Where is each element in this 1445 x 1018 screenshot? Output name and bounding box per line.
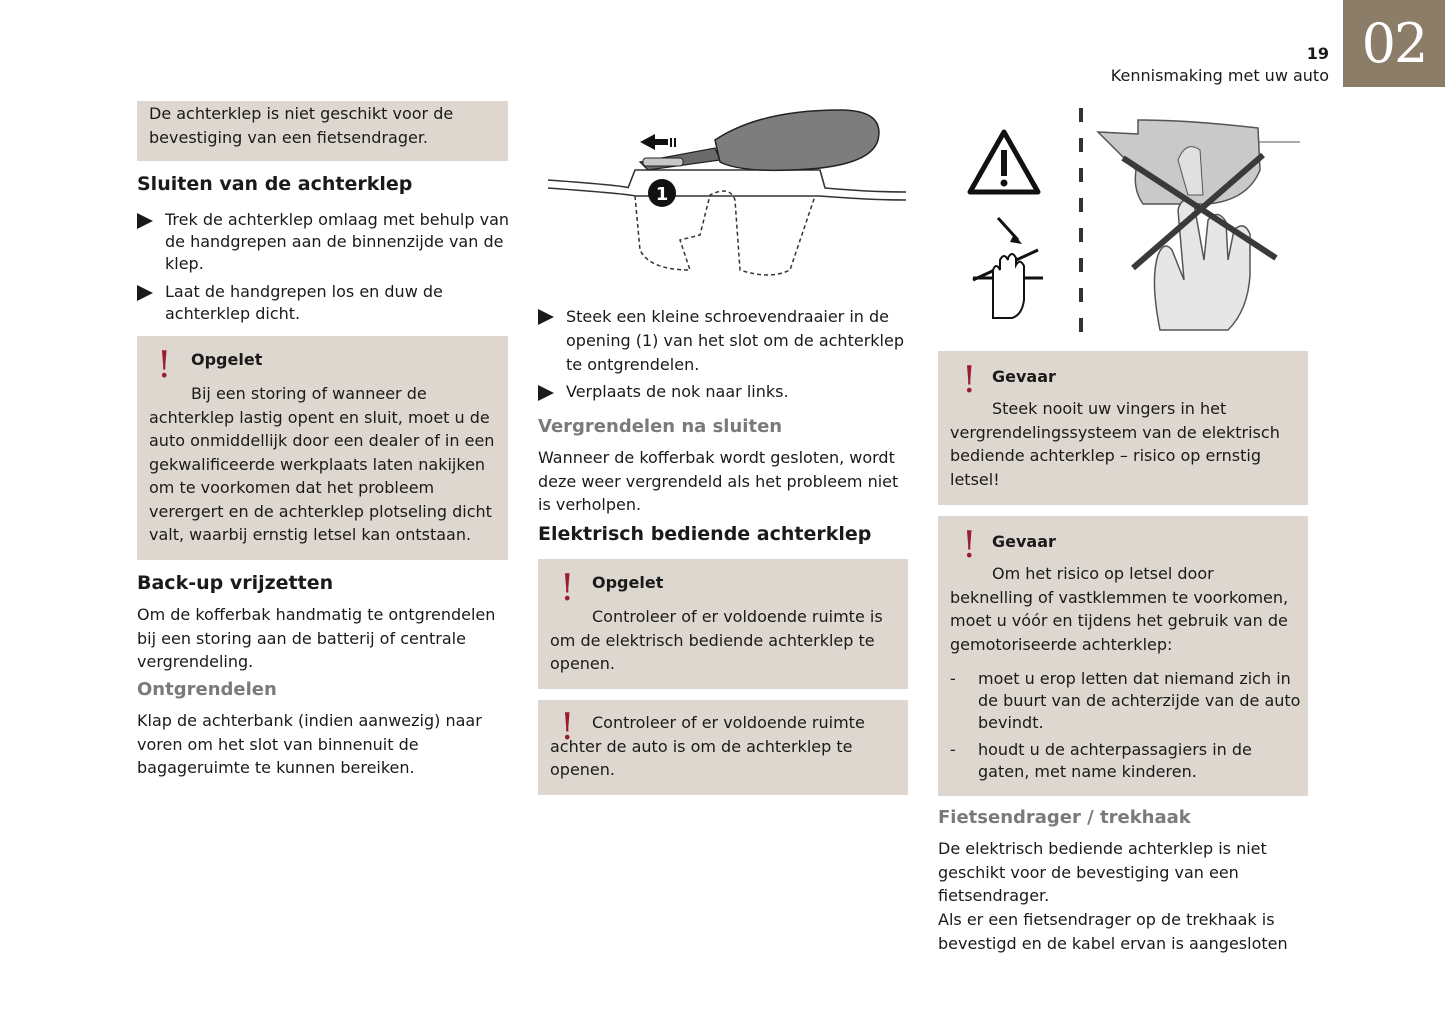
closing-step-1 bbox=[137, 209, 510, 275]
step-text: Trek de achterklep omlaag met behulp van de handgrepen aan de binnenzijde van de klep. bbox=[165, 210, 510, 273]
danger-text: Steek nooit uw vingers in het vergrendelingssysteem van de elektrisch bediende achterklep – risico op ernstig letsel! bbox=[950, 399, 1280, 489]
electric-heading: Elektrisch bediende achterklep bbox=[538, 523, 872, 545]
screwdriver-lock-illustration bbox=[540, 100, 915, 290]
exclamation-icon: ! bbox=[560, 568, 575, 609]
chapter-title: Kennismaking met uw auto bbox=[1110, 66, 1329, 85]
relock-text: Wanneer de kofferbak wordt gesloten, wordt deze weer vergrendeld als het probleem niet is verholpen. bbox=[538, 448, 899, 514]
backup-text: Om de kofferbak handmatig te ontgrendelen bij een storing aan de batterij of centrale vergrendeling. bbox=[137, 605, 496, 671]
caution-box-electric bbox=[538, 559, 908, 689]
danger-text: Om het risico op letsel door beknelling of vastklemmen te voorkomen, moet u vóór en tijdens het gebruik van de gemotoriseerde achterklep: bbox=[950, 564, 1289, 654]
caution-label: Opgelet bbox=[191, 350, 263, 369]
bike-text-1: De elektrisch bediende achterklep is niet geschikt voor de bevestiging van een fietsendrager. bbox=[938, 839, 1267, 905]
exclamation-icon: ! bbox=[962, 525, 977, 566]
caution-text: Controleer of er voldoende ruimte achter de auto is om de achterklep te openen. bbox=[550, 713, 865, 779]
danger-item-1 bbox=[950, 668, 1308, 734]
note-box bbox=[137, 101, 508, 161]
dash-marker: - bbox=[950, 740, 956, 759]
step-text: Laat de handgrepen los en duw de achterklep dicht. bbox=[165, 282, 443, 323]
caution-text: Controleer of er voldoende ruimte is om de elektrisch bediende achterklep te openen. bbox=[550, 607, 883, 673]
caution-box-space bbox=[538, 700, 908, 795]
danger-box-pinch bbox=[938, 516, 1308, 796]
caution-label: Opgelet bbox=[592, 573, 664, 592]
bullet-arrow-icon bbox=[137, 213, 153, 229]
bike-heading: Fietsendrager / trekhaak bbox=[938, 807, 1191, 828]
bike-text-2: Als er een fietsendrager op de trekhaak is bevestigd en de kabel ervan is aangesloten bbox=[938, 910, 1288, 953]
item-text: moet u erop letten dat niemand zich in de buurt van de achterzijde van de auto bevindt. bbox=[978, 669, 1301, 732]
marker-label: 1 bbox=[655, 184, 669, 205]
bullet-arrow-icon bbox=[538, 385, 554, 401]
lock-step-2 bbox=[538, 381, 911, 403]
exclamation-icon: ! bbox=[157, 345, 172, 386]
step-text: Steek een kleine schroevendraaier in de opening (1) van het slot om de achterklep te ontgrendelen. bbox=[566, 307, 904, 374]
lock-step-1 bbox=[538, 305, 911, 377]
backup-heading: Back-up vrijzetten bbox=[137, 572, 334, 594]
note-text: De achterklep is niet geschikt voor de bevestiging van een fietsendrager. bbox=[149, 104, 454, 147]
pinch-hazard-illustration bbox=[938, 100, 1313, 335]
closing-heading: Sluiten van de achterklep bbox=[137, 173, 413, 195]
dash-marker: - bbox=[950, 669, 956, 688]
page-number: 19 bbox=[1306, 44, 1329, 63]
caution-text: Bij een storing of wanneer de achterklep lastig opent en sluit, moet u de auto onmiddellijk door een dealer of in een gekwalificeerde werkplaats laten nakijken om te voorkomen dat het probleem verergert en de achterklep plotseling dicht valt, waarbij ernstig letsel kan ontstaan. bbox=[149, 384, 495, 544]
danger-label: Gevaar bbox=[992, 367, 1056, 386]
caution-box bbox=[137, 336, 508, 560]
step-text: Verplaats de nok naar links. bbox=[566, 382, 789, 401]
exclamation-icon: ! bbox=[560, 707, 575, 748]
closing-step-2 bbox=[137, 281, 510, 325]
bullet-arrow-icon bbox=[538, 309, 554, 325]
danger-item-2 bbox=[950, 739, 1308, 783]
unlock-text: Klap de achterbank (indien aanwezig) naar voren om het slot van binnenuit de bagageruimte te kunnen bereiken. bbox=[137, 711, 482, 777]
bullet-arrow-icon bbox=[137, 285, 153, 301]
unlock-heading: Ontgrendelen bbox=[137, 679, 277, 700]
relock-heading: Vergrendelen na sluiten bbox=[538, 416, 783, 437]
exclamation-icon: ! bbox=[962, 360, 977, 401]
chapter-tab: 02 bbox=[1343, 0, 1445, 87]
item-text: houdt u de achterpassagiers in de gaten, met name kinderen. bbox=[978, 740, 1252, 781]
danger-box-fingers bbox=[938, 351, 1308, 505]
danger-label: Gevaar bbox=[992, 532, 1056, 551]
